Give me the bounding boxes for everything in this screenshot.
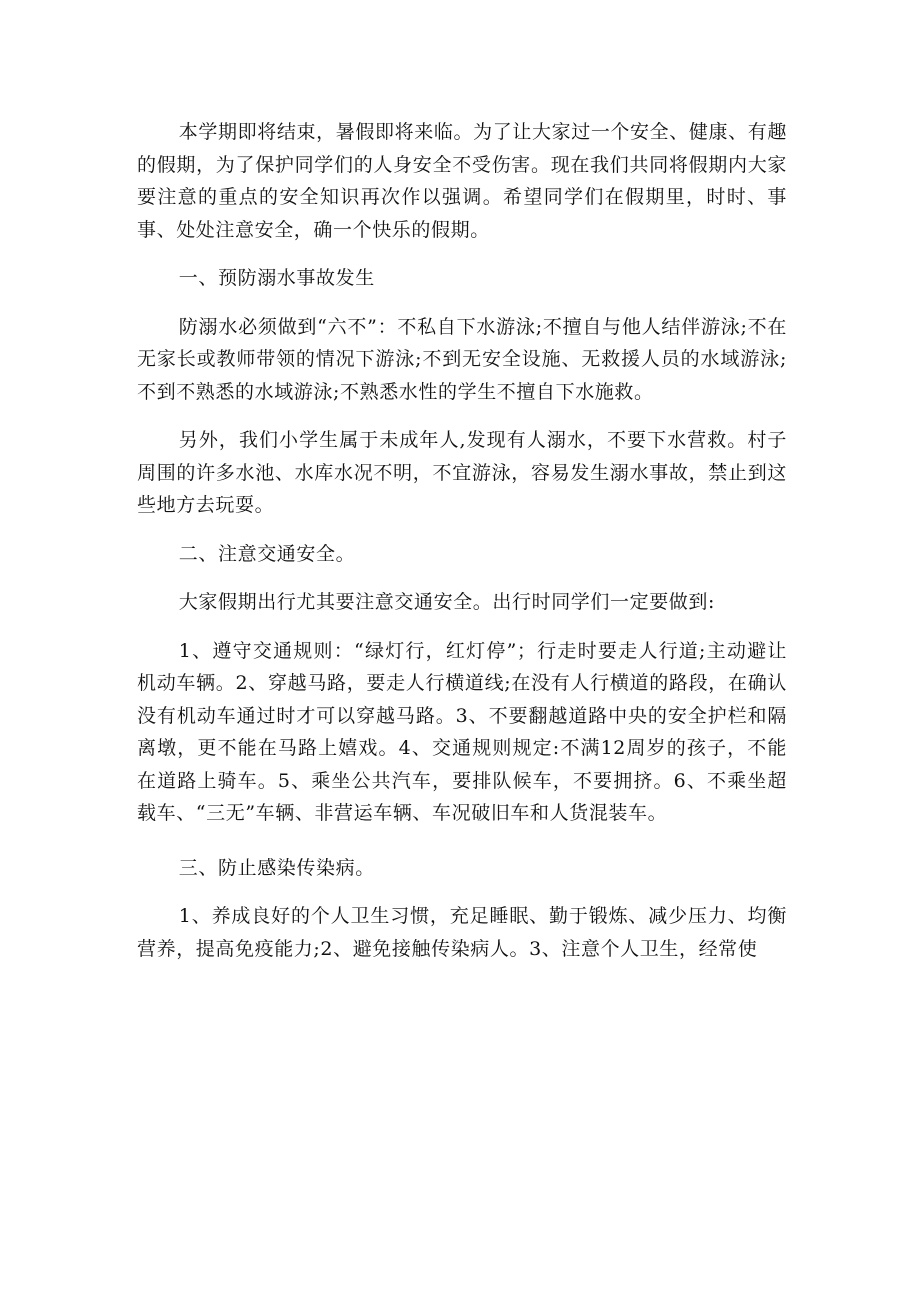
disease-prevention-paragraph: 1、养成良好的个人卫生习惯，充足睡眠、勤于锻炼、减少压力、均衡营养，提高免疫能力;2、避免接触传染病人。3、注意个人卫生，经常使 xyxy=(137,905,787,960)
traffic-intro-paragraph: 大家假期出行尤其要注意交通安全。出行时同学们一定要做到: xyxy=(178,591,715,613)
section-heading-traffic: 二、注意交通安全。 xyxy=(178,542,356,565)
section-heading-drowning: 一、预防溺水事故发生 xyxy=(178,267,375,289)
intro-paragraph: 本学期即将结束，暑假即将来临。为了让大家过一个安全、健康、有趣的假期，为了保护同学们的人身安全不受伤害。现在我们共同将假期内大家要注意的重点的安全知识再次作以强调。希望同学们在假期里，时时、事事、处处注意安全，确一个快乐的假期。 xyxy=(137,121,787,241)
drowning-warning-paragraph: 另外，我们小学生属于未成年人,发现有人溺水，不要下水营救。村子周围的许多水池、水库水况不明，不宜游泳，容易发生溺水事故，禁止到这些地方去玩耍。 xyxy=(137,429,787,516)
section-heading-disease: 三、防止感染传染病。 xyxy=(178,856,375,879)
traffic-rules-paragraph: 1、遵守交通规则：“绿灯行，红灯停”；行走时要走人行道;主动避让机动车辆。2、穿越马路，要走人行横道线;在没有人行横道的路段，在确认没有机动车通过时才可以穿越马路。3、不要翻越道路中央的安全护栏和隔离墩，更不能在马路上嬉戏。4、交通规则规定:不满12周岁的孩子，不能在道路上骑车。5、乘坐公共汽车，要排队候车，不要拥挤。6、不乘坐超载车、“三无”车辆、非营运车辆、车况破旧车和人货混装车。 xyxy=(137,639,787,824)
document-body xyxy=(137,116,787,965)
drowning-rules-paragraph: 防溺水必须做到“六不”：不私自下水游泳;不擅自与他人结伴游泳;不在无家长或教师带领的情况下游泳;不到无安全设施、无救援人员的水域游泳;不到不熟悉的水域游泳;不熟悉水性的学生不擅自下水施救。 xyxy=(137,315,787,403)
